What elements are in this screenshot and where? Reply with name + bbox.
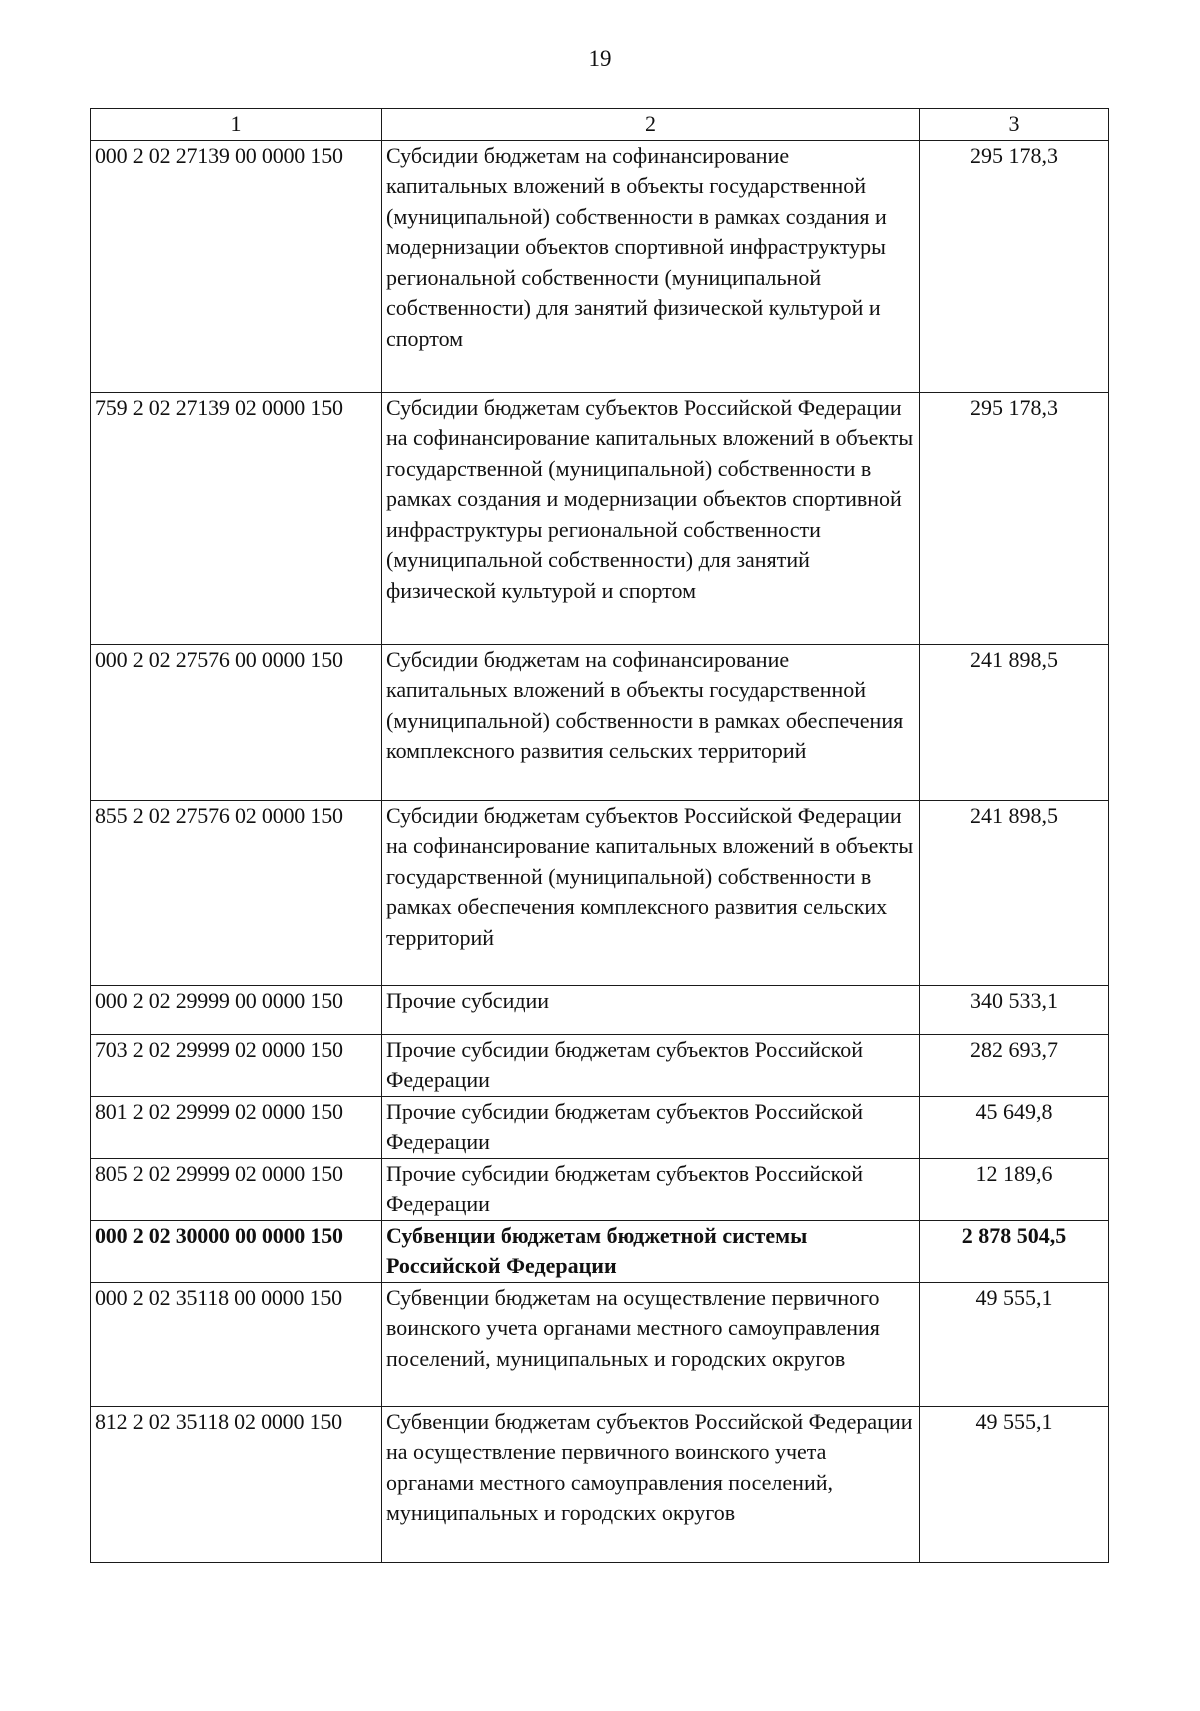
budget-item-name: Субвенции бюджетам на осуществление первичного воинского учета органами местного самоуправления поселений, муниципальных и городских округов [382,1282,920,1406]
budget-amount: 45 649,8 [920,1096,1109,1158]
budget-amount: 282 693,7 [920,1034,1109,1096]
column-header-2: 2 [382,109,920,141]
budget-item-name: Субсидии бюджетам на софинансирование капитальных вложений в объекты государственной (муниципальной) собственности в рамках создания и модернизации объектов спортивной инфраструктуры региональной собственности (муниципальной собственности) для занятий физической культурой и спортом [382,140,920,392]
table-row [91,800,1109,985]
table-row [91,985,1109,1034]
budget-item-name: Прочие субсидии бюджетам субъектов Российской Федерации [382,1096,920,1158]
column-header-1: 1 [91,109,382,141]
budget-code: 000 2 02 35118 00 0000 150 [91,1282,382,1406]
table-row [91,1096,1109,1158]
budget-item-name: Субвенции бюджетам субъектов Российской Федерации на осуществление первичного воинского учета органами местного самоуправления поселений, муниципальных и городских округов [382,1406,920,1562]
table-row [91,1282,1109,1406]
budget-code: 000 2 02 29999 00 0000 150 [91,985,382,1034]
budget-code: 000 2 02 27139 00 0000 150 [91,140,382,392]
budget-amount: 295 178,3 [920,140,1109,392]
table-row [91,1034,1109,1096]
budget-amount: 340 533,1 [920,985,1109,1034]
table-row [91,140,1109,392]
budget-code: 759 2 02 27139 02 0000 150 [91,392,382,644]
budget-code: 000 2 02 30000 00 0000 150 [91,1220,382,1282]
budget-code: 703 2 02 29999 02 0000 150 [91,1034,382,1096]
page-number: 19 [588,46,612,71]
budget-amount: 295 178,3 [920,392,1109,644]
budget-code: 812 2 02 35118 02 0000 150 [91,1406,382,1562]
budget-code: 855 2 02 27576 02 0000 150 [91,800,382,985]
budget-amount: 49 555,1 [920,1406,1109,1562]
table-row [91,1406,1109,1562]
budget-amount: 12 189,6 [920,1158,1109,1220]
budget-table [90,108,1109,1563]
budget-item-name: Прочие субсидии [382,985,920,1034]
budget-item-name: Субвенции бюджетам бюджетной системы Российской Федерации [382,1220,920,1282]
budget-amount: 2 878 504,5 [920,1220,1109,1282]
table-row [91,392,1109,644]
table-row [91,644,1109,800]
column-header-3: 3 [920,109,1109,141]
table-row [91,1220,1109,1282]
budget-code: 000 2 02 27576 00 0000 150 [91,644,382,800]
budget-item-name: Субсидии бюджетам на софинансирование капитальных вложений в объекты государственной (муниципальной) собственности в рамках обеспечения комплексного развития сельских территорий [382,644,920,800]
budget-item-name: Субсидии бюджетам субъектов Российской Федерации на софинансирование капитальных вложений в объекты государственной (муниципальной) собственности в рамках обеспечения комплексного развития сельских территорий [382,800,920,985]
budget-amount: 241 898,5 [920,800,1109,985]
table-row [91,1158,1109,1220]
budget-amount: 49 555,1 [920,1282,1109,1406]
budget-item-name: Прочие субсидии бюджетам субъектов Российской Федерации [382,1158,920,1220]
budget-item-name: Субсидии бюджетам субъектов Российской Федерации на софинансирование капитальных вложений в объекты государственной (муниципальной) собственности в рамках создания и модернизации объектов спортивной инфраструктуры региональной собственности (муниципальной собственности) для занятий физической культурой и спортом [382,392,920,644]
budget-amount: 241 898,5 [920,644,1109,800]
budget-item-name: Прочие субсидии бюджетам субъектов Российской Федерации [382,1034,920,1096]
budget-code: 801 2 02 29999 02 0000 150 [91,1096,382,1158]
budget-code: 805 2 02 29999 02 0000 150 [91,1158,382,1220]
table-header-row [91,109,1109,141]
